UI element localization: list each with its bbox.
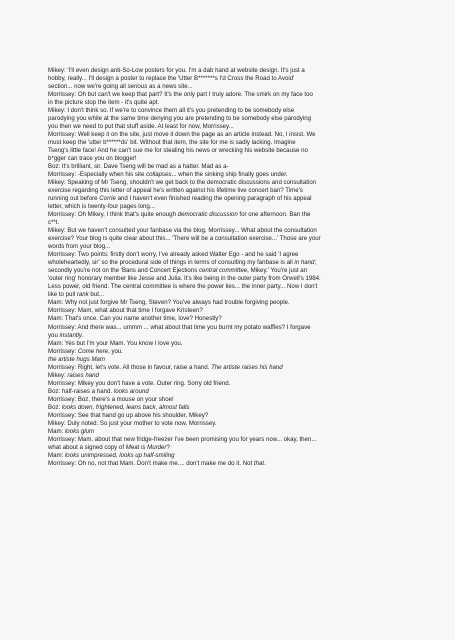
script-line: in the picture stop the item - it's quite apt. xyxy=(48,99,160,107)
script-line: Morrissey: -Especially when his site collapses... when the sinking ship finally goes under. xyxy=(48,171,288,179)
script-line: exercise regarding this letter of appeal he's written against his lifetime live concert ban? Time's xyxy=(48,187,303,195)
script-line: words from your blog... xyxy=(48,243,111,251)
script-line: Boz: looks down, frightened, leans back, almost falls xyxy=(48,403,190,411)
script-line: Morrissey: See that hand go up above his shoulder, Mikey? xyxy=(48,411,209,419)
emphasis-text: Corrie xyxy=(99,195,116,203)
script-line: b*gger can trace you on blogger! xyxy=(48,155,137,163)
script-line: Less power, old friend. The central committee is where the power lies... the inner party... Now I don't xyxy=(48,283,318,291)
emphasis-text: serious xyxy=(127,83,148,91)
script-line: Morrissey: Mam, what about that time I forgave Kristeen? xyxy=(48,307,203,315)
script-line: Morrissey: Right, let's vote. All those in favour, raise a hand. The artiste raises his hand xyxy=(48,363,283,371)
script-line: Morrissey: Mikey you don't have a vote. Outer ring. Sorry old friend. xyxy=(48,379,231,387)
script-line: Morrissey: And there was... ummm ... what about that time you burnt my potato waffles? I forgave xyxy=(48,323,311,331)
emphasis-text: The artiste raises his hand xyxy=(211,363,283,371)
emphasis-text: instantly xyxy=(59,331,82,339)
emphasis-text: looks around xyxy=(113,387,149,395)
script-line: Mam: looks glum xyxy=(48,427,95,435)
script-line: running out before Corrie and I haven't even finished reading the opening paragraph of his appeal xyxy=(48,195,312,203)
script-line: Mikey: raises hand xyxy=(48,371,99,379)
script-line: letter, which is twenty-four pages long... xyxy=(48,203,155,211)
emphasis-text: looks unimpressed, looks up half-smiling xyxy=(64,451,175,459)
script-line: Boz: It's brilliant, sir. Dave Tseng will be mad as a hatter. Mad as a- xyxy=(48,163,229,171)
script-line: Mam: That's once. Can you name another time, love? Honestly? xyxy=(48,315,222,323)
script-line: Mikey: Speaking of Mr Tseng, shouldn't we get back to the democratic discussions and consultation xyxy=(48,179,317,187)
emphasis-text: the artiste hugs Mam xyxy=(48,355,105,363)
script-line: you instantly. xyxy=(48,331,84,339)
emphasis-text: looks glum xyxy=(64,427,95,435)
script-line: Boz: half-raises a hand. looks around xyxy=(48,387,149,395)
script-line: like to pull rank but... xyxy=(48,291,105,299)
emphasis-text: collapses xyxy=(146,171,172,179)
emphasis-text: Meat is Murder xyxy=(125,443,167,451)
script-line: Morrissey: Oh no, not that Mam. Don't make me.... don't make me do it. Not that. xyxy=(48,459,266,467)
script-line: Mikey: I don't think so. If we're to convince them all it's you pretending to be somebody else xyxy=(48,107,295,115)
script-line: section... now we're going all serious as a news site... xyxy=(48,83,193,91)
emphasis-text: Come here xyxy=(77,347,109,355)
script-line: Mam: Why not just forgive Mr Tseng, Steven? You've always had trouble forgiving people. xyxy=(48,299,290,307)
script-line: you then we need to put that stuff aside. At least for now, Morrissey... xyxy=(48,123,234,131)
script-line: Mam: Yes but I'm your Mam. You know I love you. xyxy=(48,339,183,347)
script-line: Morrissey: Mam, about that new fridge-freezer I've been promising you for years now... okay, then... xyxy=(48,435,317,443)
script-line: exercise? Your blog is quite clear about this... 'There will be a consultation exercise...' Those are your xyxy=(48,235,321,243)
emphasis-text: looks down, frightened, leans back, almost falls xyxy=(61,403,190,411)
script-line: wholeheartedly, sir' so the procedural side of things in terms of consulting my fanbase is all in hand; xyxy=(48,259,317,267)
script-line: what about a signed copy of Meat is Murder? xyxy=(48,443,170,451)
script-line: Morrissey: Two points: firstly don't worry, I've already asked Walter Ego - and he said 'I agree xyxy=(48,251,299,259)
emphasis-text: rank xyxy=(76,291,89,299)
script-line: Mikey: Duly noted. So just your mother to vote now, Morrissey. xyxy=(48,419,217,427)
emphasis-text: central committee xyxy=(198,267,248,275)
script-text xyxy=(48,67,411,468)
script-line: Mam: looks unimpressed, looks up half-smiling xyxy=(48,451,175,459)
script-line: Morrissey: Oh but can't we keep that part? It's the only part I truly adore. The smirk on my face too xyxy=(48,91,313,99)
script-line: Tseng's little face! And he can't sue me for stealing his news or wrecking his website because no xyxy=(48,147,308,155)
emphasis-text: raises hand xyxy=(67,371,99,379)
script-line: secondly you're not on the 'Bans and Concert Ejections central committee, Mikey.' You're just an xyxy=(48,267,308,275)
emphasis-text: democratic discussion xyxy=(177,211,238,219)
script-line: Morrissey: Come here, you. xyxy=(48,347,123,355)
script-line: Morrissey: Boz, there's a mouse on your shoe! xyxy=(48,395,174,403)
script-line: Mikey: 'I'll even design anti-So-Low posters for you. I'm a dab hand at website design. It's just a xyxy=(48,67,305,74)
script-line: 'outer ring' honorary member like Jesse and Julia. It's like being in the outer party from Orwell's 1984. xyxy=(48,275,321,283)
script-line: hobby, really... I'll design a poster to replace the 'Utter B*******s I'd Cross the Road to Avoid' xyxy=(48,75,295,83)
emphasis-text: that xyxy=(253,459,265,467)
script-line: parodying you while at the same time denying you are pretending to be somebody else parodying xyxy=(48,115,311,123)
script-line: Mikey: But we haven't consulted your fanbase via the blog, Morrissey... What about the consultation xyxy=(48,227,317,235)
script-line: Morrissey: Oh Mikey, I think that's quite enough democratic discussion for one afternoon. Ban the xyxy=(48,211,311,219)
script-line xyxy=(48,356,411,364)
script-line: must keep the 'utter b******ds' bit. Without that item, the site for me is sadly lacking. Imagine xyxy=(48,139,296,147)
script-line: c**t. xyxy=(48,219,60,227)
script-line: Morrissey: Well keep it on the site, just move it down the page as an article instead. No, I insist. We xyxy=(48,131,316,139)
emphasis-text: in hand xyxy=(294,259,315,267)
